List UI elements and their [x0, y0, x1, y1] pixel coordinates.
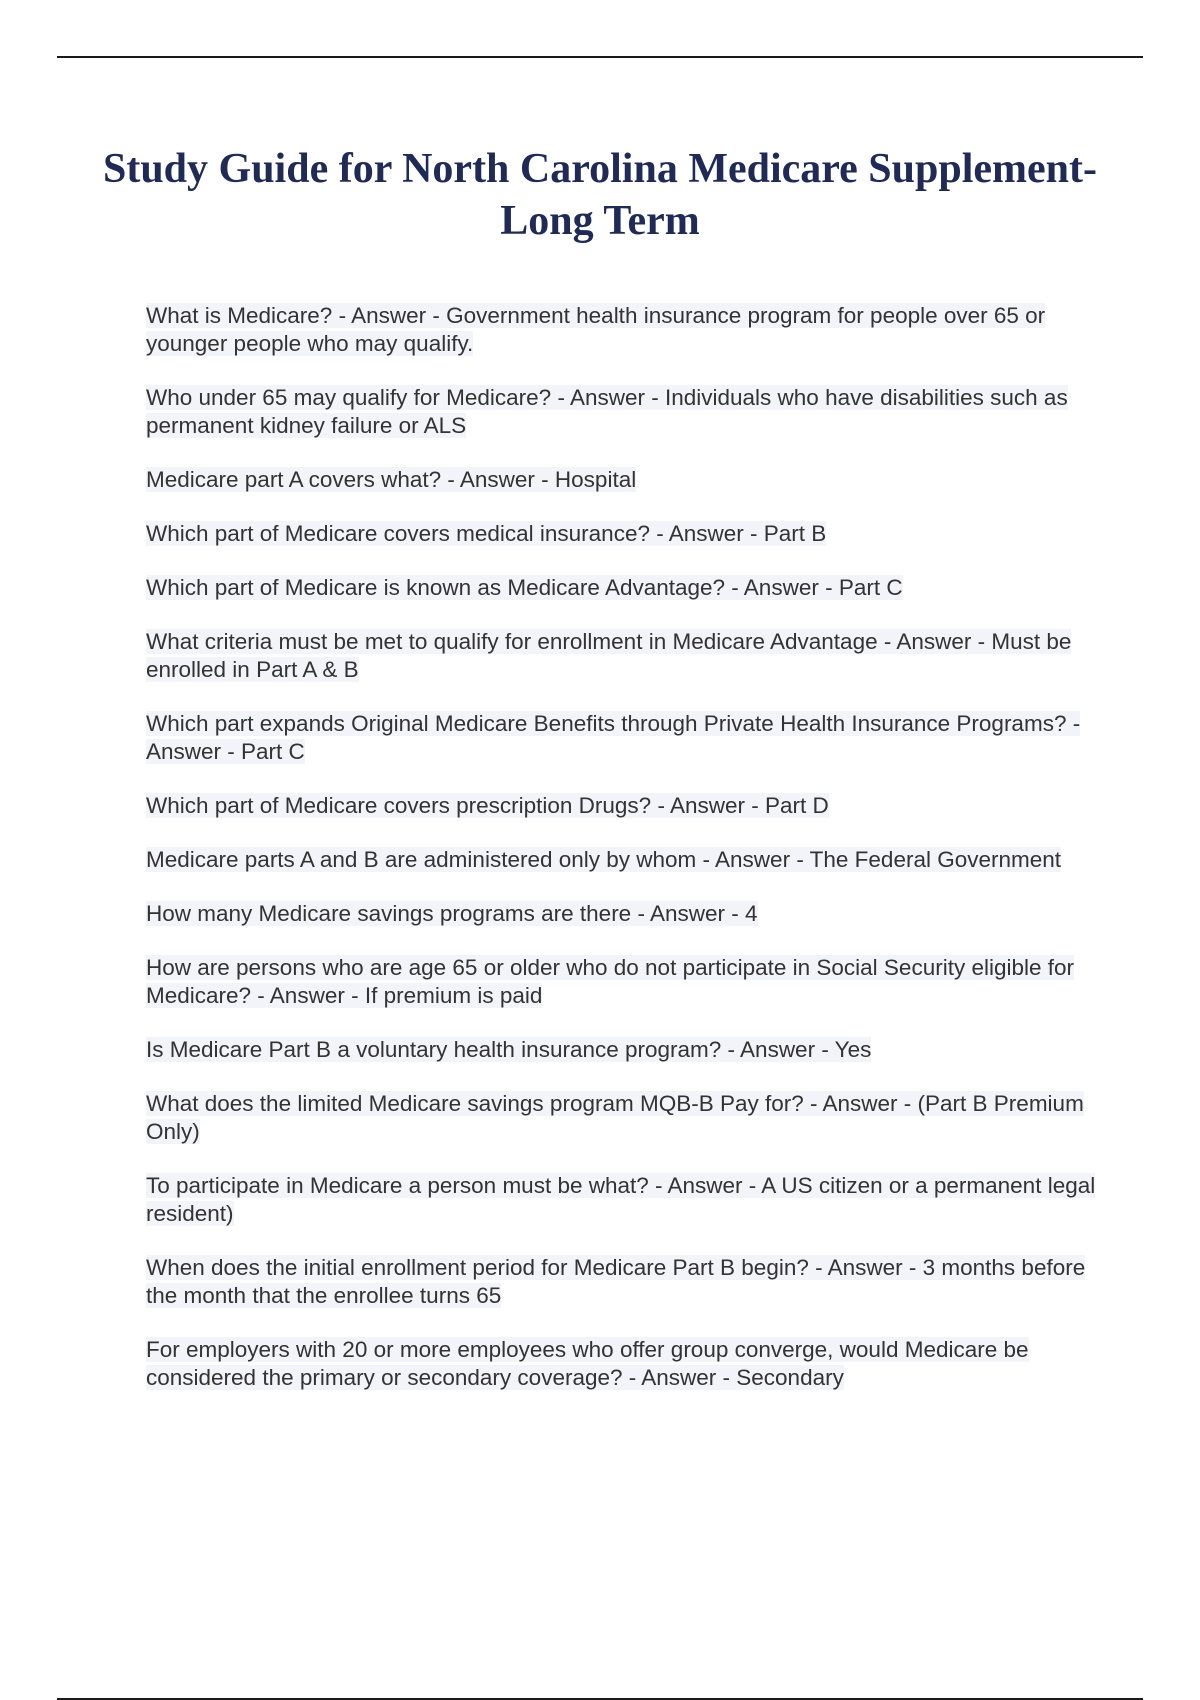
qa-text: Which part of Medicare covers medical insurance? - Answer - Part B	[146, 521, 827, 546]
qa-text: For employers with 20 or more employees who offer group converge, would Medicare be considered the primary or secondary coverage? - Answer - Secondary	[146, 1337, 1029, 1390]
qa-item	[146, 1036, 1096, 1064]
top-divider	[57, 56, 1143, 58]
qa-text: Which part of Medicare is known as Medicare Advantage? - Answer - Part C	[146, 575, 903, 600]
qa-text: When does the initial enrollment period for Medicare Part B begin? - Answer - 3 months before the month that the enrollee turns 65	[146, 1255, 1086, 1308]
qa-item	[146, 302, 1096, 358]
qa-text: What criteria must be met to qualify for enrollment in Medicare Advantage - Answer - Must be enrolled in Part A & B	[146, 629, 1072, 682]
qa-item	[146, 1172, 1096, 1228]
qa-list	[146, 302, 1096, 1418]
qa-item	[146, 574, 1096, 602]
qa-item	[146, 384, 1096, 440]
qa-item	[146, 846, 1096, 874]
qa-item	[146, 900, 1096, 928]
qa-item	[146, 1336, 1096, 1392]
qa-item	[146, 1090, 1096, 1146]
qa-item	[146, 520, 1096, 548]
qa-text: Which part of Medicare covers prescription Drugs? - Answer - Part D	[146, 793, 829, 818]
qa-text: To participate in Medicare a person must be what? - Answer - A US citizen or a permanent legal resident)	[146, 1173, 1096, 1226]
qa-text: How many Medicare savings programs are there - Answer - 4	[146, 901, 758, 926]
qa-item	[146, 628, 1096, 684]
qa-text: What does the limited Medicare savings program MQB-B Pay for? - Answer - (Part B Premium Only)	[146, 1091, 1084, 1144]
document-title: Study Guide for North Carolina Medicare Supplement-Long Term	[102, 146, 1098, 244]
qa-item	[146, 466, 1096, 494]
qa-text: Who under 65 may qualify for Medicare? - Answer - Individuals who have disabilities such as permanent kidney failure or ALS	[146, 385, 1068, 438]
qa-text: Medicare parts A and B are administered only by whom - Answer - The Federal Government	[146, 847, 1062, 872]
qa-item	[146, 954, 1096, 1010]
qa-text: Medicare part A covers what? - Answer - Hospital	[146, 467, 637, 492]
qa-text: How are persons who are age 65 or older who do not participate in Social Security eligible for Medicare? - Answer - If premium is paid	[146, 955, 1075, 1008]
qa-text: Is Medicare Part B a voluntary health insurance program? - Answer - Yes	[146, 1037, 872, 1062]
qa-item	[146, 792, 1096, 820]
qa-text: Which part expands Original Medicare Benefits through Private Health Insurance Programs? - Answer - Part C	[146, 711, 1081, 764]
qa-item	[146, 710, 1096, 766]
qa-text: What is Medicare? - Answer - Government health insurance program for people over 65 or younger people who may qualify.	[146, 303, 1046, 356]
qa-item	[146, 1254, 1096, 1310]
